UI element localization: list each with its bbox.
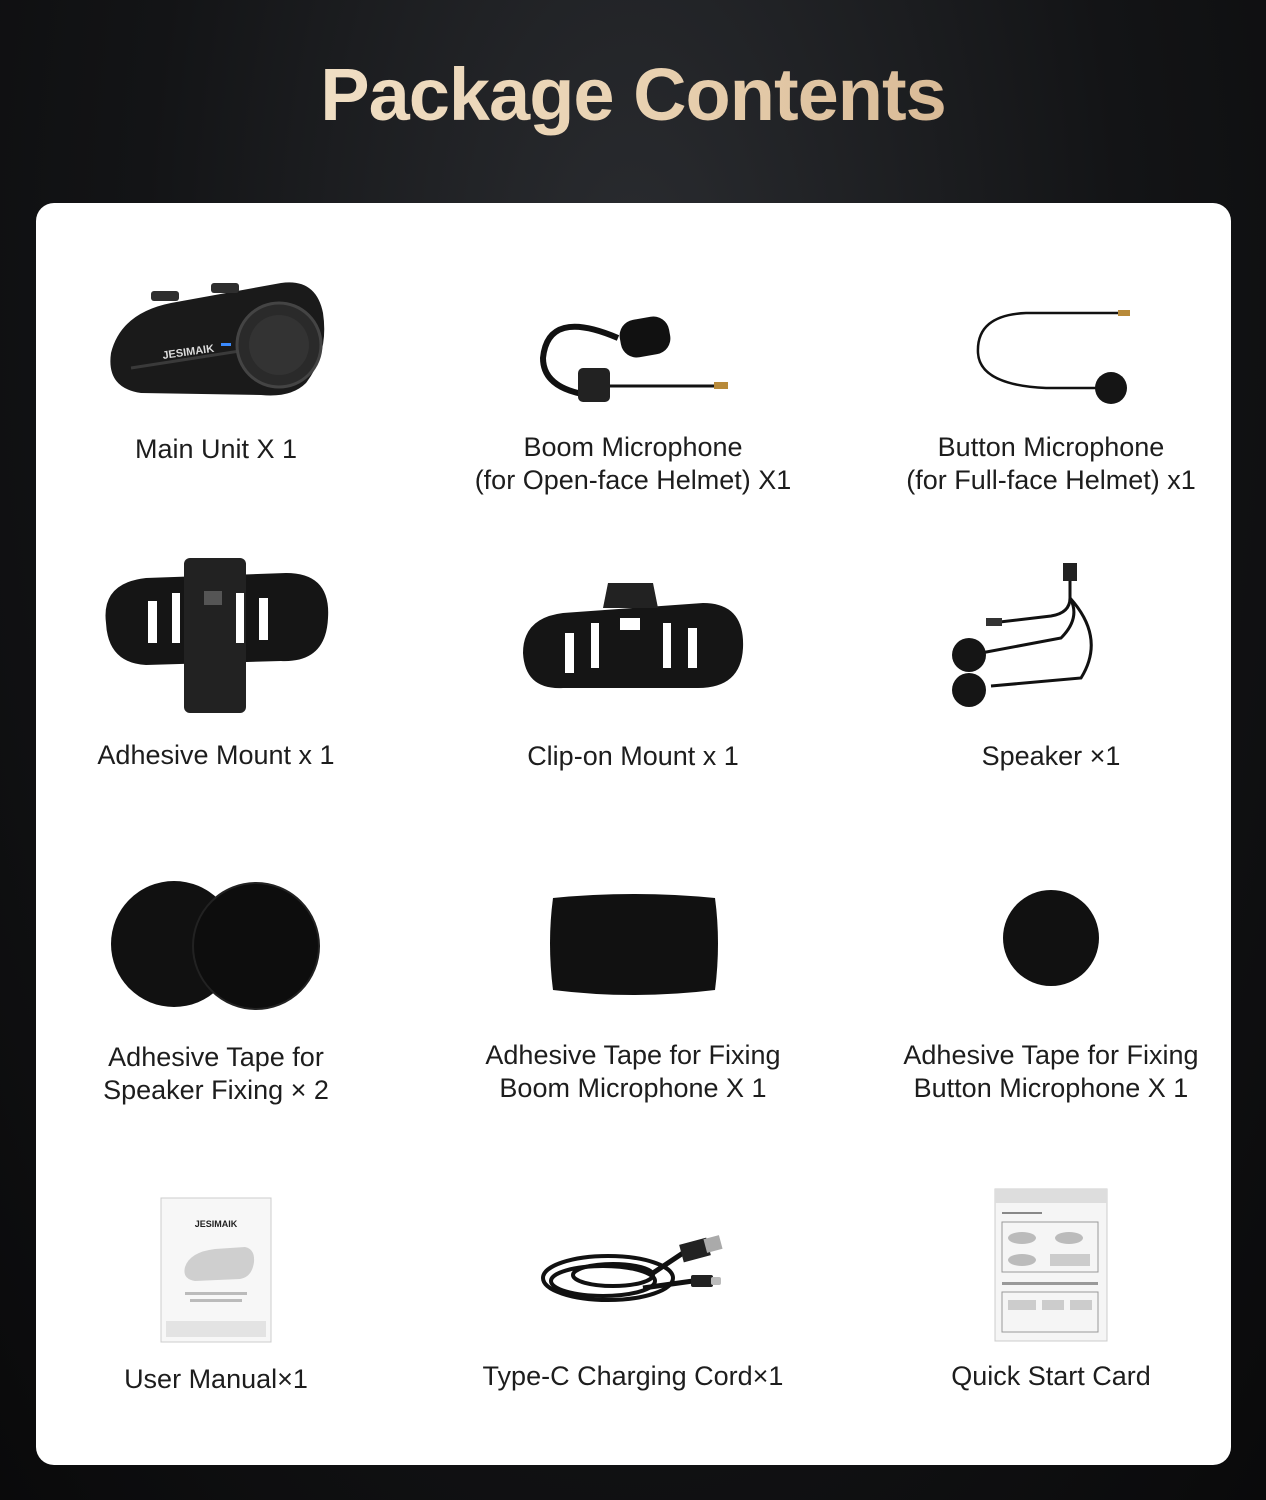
item-label: Quick Start Card <box>951 1361 1151 1391</box>
package-contents-panel <box>36 203 1231 1465</box>
adhesive-mount-icon <box>96 553 336 713</box>
item-label: Button Microphone (for Full-face Helmet) x1 <box>906 432 1196 495</box>
item-label: Boom Microphone (for Open-face Helmet) X1 <box>474 432 792 495</box>
item-label: Main Unit X 1 <box>134 434 298 464</box>
speaker-icon <box>931 558 1171 718</box>
boom-microphone-icon <box>518 293 748 433</box>
manual-logo-text: JESIMAIK <box>194 1219 238 1229</box>
quick-start-card-icon <box>994 1188 1108 1342</box>
item-label: Adhesive Tape for Speaker Fixing × 2 <box>103 1042 329 1105</box>
page-title: Package Contents <box>0 52 1266 137</box>
charging-cord-icon <box>533 1233 733 1323</box>
boom-mic-tape-icon <box>543 888 723 1003</box>
main-unit-icon <box>101 273 331 413</box>
item-label: Adhesive Mount x 1 <box>97 740 335 770</box>
svg-text:JESIMAIK: JESIMAIK <box>161 342 215 362</box>
user-manual-icon <box>160 1197 272 1343</box>
button-microphone-icon <box>936 293 1166 433</box>
item-label: Speaker ×1 <box>981 741 1121 771</box>
clip-on-mount-icon <box>513 578 753 708</box>
item-label: Clip-on Mount x 1 <box>527 741 739 771</box>
item-label: Adhesive Tape for Fixing Button Microphone X 1 <box>903 1040 1199 1103</box>
button-mic-tape-icon <box>996 888 1106 998</box>
item-label: User Manual×1 <box>124 1364 308 1394</box>
item-label: Adhesive Tape for Fixing Boom Microphone X 1 <box>485 1040 781 1103</box>
item-label: Type-C Charging Cord×1 <box>482 1361 784 1391</box>
speaker-tape-icon <box>106 878 326 1018</box>
